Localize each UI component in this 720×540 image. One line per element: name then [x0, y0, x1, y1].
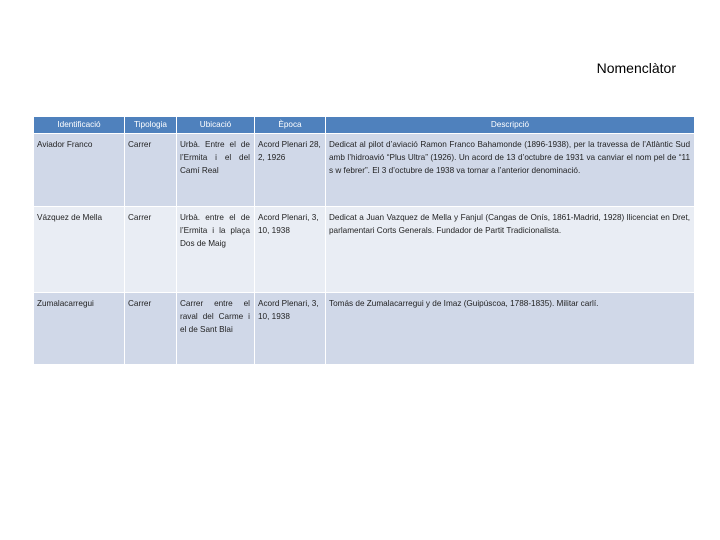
cell-identificacio: Vázquez de Mella	[34, 207, 124, 292]
header-tipologia: Tipologia	[125, 117, 176, 133]
cell-identificacio: Aviador Franco	[34, 134, 124, 206]
cell-ubicacio: Carrer entre el raval del Carme i el de Sant Blai	[177, 293, 254, 364]
cell-epoca: Acord Plenari 28, 2, 1926	[255, 134, 325, 206]
cell-tipologia: Carrer	[125, 293, 176, 364]
header-ubicacio: Ubicació	[177, 117, 254, 133]
page-title: Nomenclàtor	[596, 60, 676, 76]
cell-identificacio: Zumalacarregui	[34, 293, 124, 364]
cell-ubicacio: Urbà. Entre el de l’Ermita i el del Camí Real	[177, 134, 254, 206]
nomenclator-table	[33, 116, 695, 365]
cell-descripcio: Dedicat a Juan Vazquez de Mella y Fanjul (Cangas de Onís, 1861-Madrid, 1928) llicenciat en Dret, parlamentari Corts Generals. Fundador de Partit Tradicionalista.	[326, 207, 694, 292]
cell-descripcio: Dedicat al pilot d’aviació Ramon Franco Bahamonde (1896-1938), per la travessa de l’Atlàntic Sud amb l’hidroavió “Plus Ultra” (1926). Un acord de 13 d’octubre de 1931 va canviar el nom pel de “11 s w febrer”. El 3 d’octubre de 1938 va tornar a l’anterior denominació.	[326, 134, 694, 206]
table-row	[34, 134, 694, 206]
cell-tipologia: Carrer	[125, 207, 176, 292]
cell-descripcio: Tomás de Zumalacarregui y de Imaz (Guipúscoa, 1788-1835). Militar carlí.	[326, 293, 694, 364]
cell-ubicacio: Urbà. entre el de l’Ermita i la plaça Dos de Maig	[177, 207, 254, 292]
table-header-row	[34, 117, 694, 133]
header-identificacio: Identificació	[34, 117, 124, 133]
table-row	[34, 207, 694, 292]
cell-tipologia: Carrer	[125, 134, 176, 206]
header-epoca: Època	[255, 117, 325, 133]
table-row	[34, 293, 694, 364]
header-descripcio: Descripció	[326, 117, 694, 133]
cell-epoca: Acord Plenari, 3, 10, 1938	[255, 207, 325, 292]
cell-epoca: Acord Plenari, 3, 10, 1938	[255, 293, 325, 364]
